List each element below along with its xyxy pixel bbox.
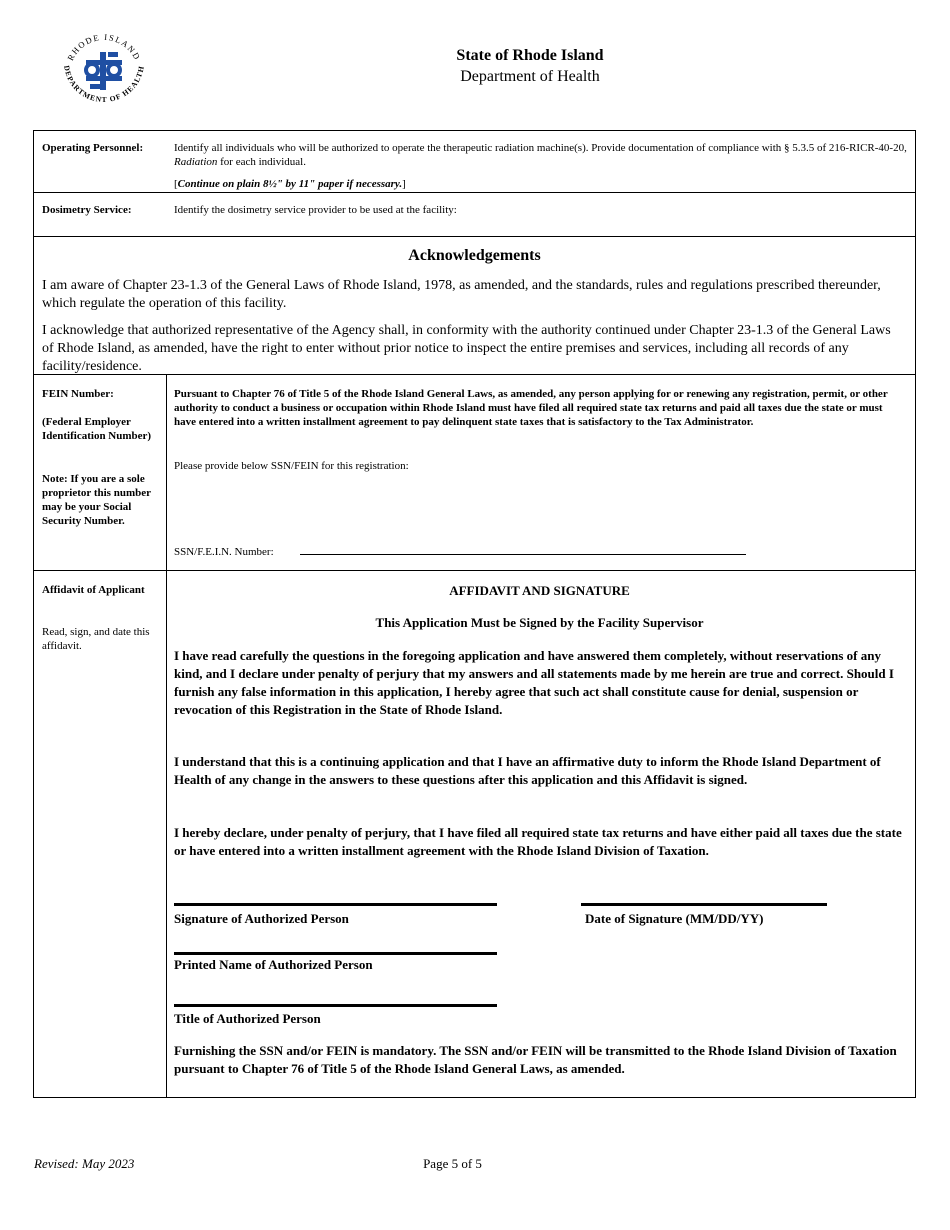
fein-row bbox=[34, 374, 915, 571]
form-table bbox=[33, 130, 916, 1098]
affidavit-subheading: This Application Must be Signed by the Facility Supervisor bbox=[375, 615, 704, 630]
operating-personnel-text: Identify all individuals who will be authorized to operate the therapeutic radiation machine(s). Provide documentation of compliance with § 5.3.5 of 216-RICR-40-20, Radiation for each individual. bbox=[174, 142, 907, 168]
affidavit-row bbox=[34, 571, 915, 1098]
ack-paragraph-1: I am aware of Chapter 23-1.3 of the General Laws of Rhode Island, 1978, as amended, and the standards, rules and regulations prescribed thereunder, which regulate the operation of this facility. bbox=[42, 278, 881, 311]
affidavit-label: Affidavit of Applicant bbox=[42, 584, 145, 596]
affidavit-paragraph-3: I hereby declare, under penalty of perjury, that I have filed all required state tax returns and have either paid all taxes due the state or have entered into a written installment agreement with the Rhode Island Division of Taxation. bbox=[174, 825, 902, 858]
acknowledgements-title: Acknowledgements bbox=[408, 247, 541, 264]
page-number: Page 5 of 5 bbox=[423, 1156, 482, 1171]
logo-text-bottom: DEPARTMENT OF HEALTH bbox=[62, 64, 146, 105]
signature-label: Signature of Authorized Person bbox=[174, 911, 349, 926]
affidavit-paragraph-1: I have read carefully the questions in the foregoing application and have answered them completely, without reservations of any kind, and I declare under penalty of perjury that my answers and all statements made by me herein are true and correct. Should I furnish any false information in this application, I hereby agree that such act shall constitute cause for denial, suspension or revocation of this Registration in the State of Rhode Island. bbox=[174, 648, 894, 717]
logo-seal-icon bbox=[56, 22, 152, 118]
department-title: Department of Health bbox=[460, 68, 600, 85]
ssn-field-label: SSN/F.E.I.N. Number: bbox=[174, 546, 274, 558]
affidavit-paragraph-2: I understand that this is a continuing application and that I have an affirmative duty to inform the Rhode Island Department of Health of any change in the answers to these questions after this application and this Affidavit is signed. bbox=[174, 754, 881, 787]
tax-statement: Pursuant to Chapter 76 of Title 5 of the Rhode Island General Laws, as amended, any person applying for or renewing any registration, permit, or other authority to conduct a business or occupation within Rhode Island must have filed all required state tax returns and paid all taxes due the state or must have entered into a written installment agreement to pay delinquent state taxes that is satisfactory to the Tax Administrator. bbox=[174, 388, 888, 428]
title-label: Title of Authorized Person bbox=[174, 1011, 321, 1026]
affidavit-heading: AFFIDAVIT AND SIGNATURE bbox=[449, 583, 630, 598]
ssn-input-line[interactable] bbox=[300, 554, 746, 555]
fein-sublabel: (Federal Employer Identification Number) bbox=[42, 416, 152, 442]
dosimetry-label: Dosimetry Service: bbox=[42, 204, 132, 216]
fein-note: Note: If you are a sole proprietor this number may be your Social Security Number. bbox=[42, 473, 151, 527]
continue-note: [Continue on plain 8½" by 11" paper if necessary.] bbox=[174, 178, 406, 190]
operating-personnel-row bbox=[34, 131, 915, 193]
logo-text-top: RHODE ISLAND bbox=[65, 31, 143, 63]
fein-label: FEIN Number: bbox=[42, 388, 114, 400]
acknowledgements-section bbox=[34, 237, 915, 375]
signature-line[interactable] bbox=[174, 903, 497, 906]
printed-name-line[interactable] bbox=[174, 952, 497, 955]
document-header bbox=[380, 46, 680, 88]
affidavit-instruction: Read, sign, and date this affidavit. bbox=[42, 626, 150, 652]
operating-personnel-label: Operating Personnel: bbox=[42, 142, 144, 154]
ssn-prompt: Please provide below SSN/FEIN for this registration: bbox=[174, 460, 409, 472]
date-label: Date of Signature (MM/DD/YY) bbox=[585, 911, 764, 926]
dosimetry-row bbox=[34, 193, 915, 237]
date-line[interactable] bbox=[581, 903, 827, 906]
printed-name-label: Printed Name of Authorized Person bbox=[174, 957, 373, 972]
mandatory-notice: Furnishing the SSN and/or FEIN is mandatory. The SSN and/or FEIN will be transmitted to the Rhode Island Division of Taxation pursuant to Chapter 76 of Title 5 of the Rhode Island General Laws, as amended. bbox=[174, 1043, 897, 1076]
title-line[interactable] bbox=[174, 1004, 497, 1007]
ri-doh-logo bbox=[56, 22, 152, 118]
dosimetry-text[interactable]: Identify the dosimetry service provider to be used at the facility: bbox=[174, 204, 457, 216]
revised-date: Revised: May 2023 bbox=[34, 1156, 135, 1171]
state-title: State of Rhode Island bbox=[456, 47, 604, 64]
ack-paragraph-2: I acknowledge that authorized representative of the Agency shall, in conformity with the authority continued under Chapter 23-1.3 of the General Laws of Rhode Island, as amended, have the right to enter without prior notice to inspect the entire premises and services, including all records of any facility/residence. bbox=[42, 323, 891, 374]
